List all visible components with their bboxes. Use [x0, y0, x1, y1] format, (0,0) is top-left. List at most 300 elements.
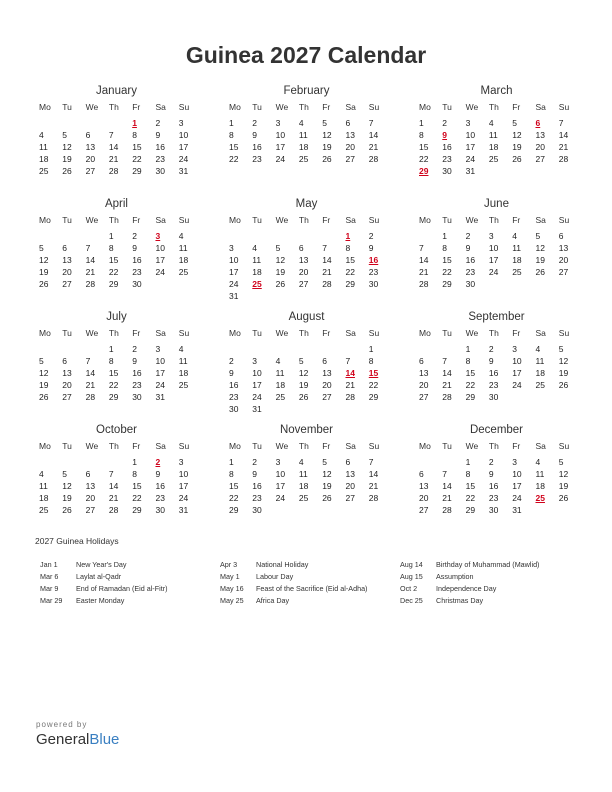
weekday-label: Fr — [322, 215, 331, 225]
empty-day-cell — [318, 504, 341, 516]
day-cell: 23 — [155, 154, 165, 164]
day-cell: 21 — [368, 481, 379, 491]
holiday-name: Labour Day — [256, 572, 294, 581]
holiday-day-cell: 9 — [442, 130, 448, 140]
day-cell: 5 — [512, 118, 517, 128]
day-cell: 13 — [298, 255, 309, 265]
weekday-label: Su — [368, 215, 380, 225]
day-cell: 10 — [178, 469, 189, 479]
day-cell: 4 — [178, 344, 184, 354]
day-cell: 24 — [512, 380, 522, 390]
day-cell: 22 — [229, 493, 239, 503]
day-cell: 2 — [132, 231, 137, 241]
day-cell: 14 — [108, 142, 119, 152]
day-cell: 17 — [488, 255, 499, 265]
holiday-date: Apr 3 — [220, 560, 238, 569]
week-row — [35, 266, 198, 278]
day-cell: 16 — [252, 142, 262, 152]
day-cell: 20 — [419, 380, 429, 390]
day-cell: 11 — [535, 356, 545, 366]
empty-day-cell — [272, 403, 295, 415]
empty-day-cell — [531, 391, 554, 403]
empty-day-cell — [341, 403, 364, 415]
day-cell: 28 — [558, 154, 569, 164]
day-cell: 16 — [465, 255, 476, 265]
empty-day-cell — [82, 230, 105, 242]
day-cell: 28 — [345, 392, 355, 402]
weekday-label: We — [275, 441, 289, 451]
day-cell: 5 — [62, 469, 68, 479]
day-cell: 14 — [419, 255, 429, 265]
day-cell: 16 — [488, 368, 499, 378]
week-row — [35, 343, 198, 355]
day-cell: 18 — [512, 255, 522, 265]
holiday-item — [220, 559, 400, 571]
day-cell: 15 — [229, 481, 239, 491]
holiday-date: Mar 29 — [40, 596, 63, 605]
day-cell: 17 — [178, 481, 189, 491]
week-row — [225, 129, 388, 141]
day-cell: 6 — [62, 356, 68, 366]
day-cell: 16 — [132, 255, 142, 265]
week-row — [225, 153, 388, 165]
day-cell: 8 — [368, 356, 374, 366]
day-cell: 26 — [322, 493, 332, 503]
day-cell: 2 — [155, 118, 161, 128]
day-cell: 25 — [39, 505, 49, 515]
day-cell: 20 — [85, 493, 96, 503]
week-row — [415, 456, 578, 468]
month-august — [225, 309, 388, 422]
empty-day-cell — [415, 456, 438, 468]
day-cell: 25 — [535, 380, 545, 390]
holidays-heading: 2027 Guinea Holidays — [35, 536, 119, 546]
month-name: January — [96, 85, 137, 97]
day-cell: 29 — [442, 279, 452, 289]
day-cell: 26 — [512, 154, 522, 164]
day-cell: 3 — [275, 118, 281, 128]
day-cell: 12 — [62, 481, 72, 491]
day-cell: 2 — [465, 231, 471, 241]
day-cell: 23 — [252, 493, 262, 503]
day-cell: 7 — [85, 243, 91, 253]
day-cell: 11 — [275, 368, 285, 378]
day-cell: 3 — [512, 344, 517, 354]
day-cell: 13 — [419, 481, 429, 491]
day-cell: 21 — [108, 154, 119, 164]
holiday-item — [220, 595, 400, 607]
weekday-header — [415, 440, 578, 452]
day-cell: 28 — [442, 392, 452, 402]
day-cell: 18 — [535, 368, 545, 378]
weekday-label: We — [465, 328, 479, 338]
day-cell: 9 — [488, 469, 494, 479]
day-cell: 5 — [322, 118, 327, 128]
holiday-day-cell: 25 — [535, 493, 545, 503]
day-cell: 16 — [488, 481, 499, 491]
weekday-label: Tu — [252, 215, 262, 225]
day-cell: 17 — [155, 255, 165, 265]
day-cell: 12 — [535, 243, 545, 253]
day-cell: 22 — [465, 380, 476, 390]
week-row — [35, 492, 198, 504]
empty-day-cell — [225, 343, 248, 355]
day-cell: 21 — [345, 380, 355, 390]
empty-day-cell — [531, 165, 554, 177]
day-cell: 8 — [345, 243, 351, 253]
weekday-label: Mo — [229, 328, 241, 338]
day-cell: 11 — [178, 356, 188, 366]
day-cell: 20 — [298, 267, 309, 277]
weekday-label: Su — [368, 328, 380, 338]
day-cell: 30 — [155, 505, 165, 515]
empty-day-cell — [35, 343, 58, 355]
empty-day-cell — [295, 403, 318, 415]
day-cell: 2 — [132, 344, 137, 354]
day-cell: 25 — [275, 392, 286, 402]
week-row — [415, 391, 578, 403]
day-cell: 12 — [275, 255, 286, 265]
day-cell: 23 — [488, 380, 499, 390]
day-cell: 21 — [368, 142, 379, 152]
day-cell: 4 — [178, 231, 184, 241]
day-cell: 6 — [345, 457, 351, 467]
weekday-label: Fr — [132, 102, 141, 112]
day-cell: 27 — [345, 154, 355, 164]
day-cell: 4 — [298, 118, 304, 128]
day-cell: 12 — [39, 255, 49, 265]
empty-day-cell — [248, 290, 271, 302]
day-cell: 13 — [322, 368, 332, 378]
day-cell: 5 — [39, 356, 44, 366]
day-cell: 26 — [39, 392, 49, 402]
empty-day-cell — [58, 117, 81, 129]
day-cell: 28 — [85, 392, 96, 402]
week-row — [35, 230, 198, 242]
day-cell: 16 — [442, 142, 452, 152]
day-cell: 29 — [465, 505, 476, 515]
empty-day-cell — [105, 456, 128, 468]
holiday-day-cell: 25 — [252, 279, 262, 289]
day-cell: 3 — [512, 457, 517, 467]
day-cell: 25 — [39, 166, 49, 176]
day-cell: 14 — [368, 469, 379, 479]
day-cell: 23 — [488, 493, 499, 503]
holidays-column — [400, 559, 580, 607]
weekday-label: Mo — [39, 215, 51, 225]
month-name: February — [283, 85, 330, 97]
empty-day-cell — [82, 343, 105, 355]
weekday-label: Su — [178, 215, 190, 225]
day-cell: 1 — [108, 231, 114, 241]
day-cell: 14 — [85, 255, 96, 265]
week-row — [225, 343, 388, 355]
weekday-label: Sa — [345, 441, 356, 451]
empty-day-cell — [318, 290, 341, 302]
day-cell: 7 — [368, 118, 374, 128]
empty-day-cell — [272, 343, 295, 355]
month-name: December — [469, 424, 524, 436]
day-cell: 14 — [368, 130, 379, 140]
weekday-label: Th — [108, 215, 119, 225]
weekday-label: We — [275, 328, 289, 338]
empty-day-cell — [82, 456, 105, 468]
day-cell: 26 — [62, 505, 72, 515]
holiday-item — [40, 595, 220, 607]
day-cell: 21 — [558, 142, 569, 152]
day-cell: 25 — [298, 493, 309, 503]
week-row — [225, 492, 388, 504]
day-cell: 11 — [252, 255, 262, 265]
empty-day-cell — [175, 391, 198, 403]
day-cell: 20 — [345, 142, 355, 152]
weekday-header — [35, 214, 198, 226]
weekday-label: Th — [298, 215, 309, 225]
month-january — [35, 83, 198, 196]
holiday-date: May 16 — [220, 584, 244, 593]
holiday-date: Aug 14 — [400, 560, 423, 569]
month-may — [225, 196, 388, 309]
weekday-label: We — [85, 328, 99, 338]
day-cell: 19 — [322, 481, 332, 491]
week-row — [225, 403, 388, 415]
week-row — [35, 480, 198, 492]
day-cell: 22 — [108, 267, 119, 277]
day-cell: 26 — [39, 279, 49, 289]
day-cell: 14 — [442, 368, 452, 378]
day-cell: 17 — [275, 481, 286, 491]
day-cell: 8 — [465, 356, 471, 366]
week-row — [35, 355, 198, 367]
day-cell: 18 — [488, 142, 499, 152]
day-cell: 11 — [178, 243, 188, 253]
day-cell: 9 — [252, 130, 258, 140]
day-cell: 2 — [252, 457, 258, 467]
day-cell: 1 — [465, 344, 471, 354]
day-cell: 27 — [85, 166, 96, 176]
day-cell: 26 — [62, 166, 72, 176]
day-cell: 13 — [345, 130, 355, 140]
weekday-label: We — [85, 215, 99, 225]
day-cell: 12 — [512, 130, 522, 140]
week-row — [35, 165, 198, 177]
day-cell: 22 — [108, 380, 119, 390]
day-cell: 10 — [252, 368, 262, 378]
week-row — [415, 379, 578, 391]
holiday-item — [220, 583, 400, 595]
day-cell: 27 — [298, 279, 309, 289]
empty-day-cell — [272, 504, 295, 516]
day-cell: 30 — [488, 505, 499, 515]
month-name: March — [480, 85, 513, 97]
holiday-date: May 1 — [220, 572, 240, 581]
day-cell: 24 — [178, 154, 189, 164]
day-cell: 8 — [442, 243, 448, 253]
day-cell: 17 — [229, 267, 239, 277]
day-cell: 11 — [298, 130, 308, 140]
month-name: August — [288, 311, 325, 323]
day-cell: 27 — [558, 267, 569, 277]
day-cell: 8 — [229, 130, 234, 140]
week-row — [225, 355, 388, 367]
holiday-name: Birthday of Muhammad (Mawlid) — [436, 560, 540, 569]
day-cell: 8 — [108, 356, 114, 366]
day-cell: 23 — [132, 267, 142, 277]
day-cell: 21 — [442, 493, 452, 503]
weekday-header — [225, 214, 388, 226]
day-cell: 3 — [178, 457, 184, 467]
day-cell: 10 — [178, 130, 189, 140]
day-cell: 15 — [229, 142, 239, 152]
empty-day-cell — [555, 391, 578, 403]
day-cell: 11 — [535, 469, 545, 479]
week-row — [35, 117, 198, 129]
weekday-label: Mo — [419, 215, 431, 225]
empty-day-cell — [272, 230, 295, 242]
day-cell: 19 — [322, 142, 332, 152]
empty-day-cell — [485, 278, 508, 290]
day-cell: 12 — [298, 368, 309, 378]
day-cell: 15 — [132, 142, 142, 152]
holiday-date: Mar 6 — [40, 572, 59, 581]
holiday-day-cell: 6 — [535, 118, 541, 128]
day-cell: 22 — [345, 267, 355, 277]
day-cell: 8 — [465, 469, 471, 479]
week-row — [415, 355, 578, 367]
holiday-date: Aug 15 — [400, 572, 423, 581]
month-name: June — [484, 198, 509, 210]
day-cell: 9 — [155, 130, 161, 140]
generalblue-logo[interactable] — [36, 731, 119, 748]
weekday-header — [225, 440, 388, 452]
day-cell: 19 — [62, 493, 72, 503]
weekday-label: Sa — [535, 328, 546, 338]
week-row — [225, 456, 388, 468]
weekday-label: Sa — [345, 215, 356, 225]
weekday-label: Tu — [442, 215, 452, 225]
day-cell: 22 — [465, 493, 476, 503]
holiday-item — [40, 571, 220, 583]
weekday-label: Su — [558, 441, 570, 451]
empty-day-cell — [365, 403, 388, 415]
day-cell: 15 — [345, 255, 355, 265]
day-cell: 19 — [558, 481, 569, 491]
day-cell: 7 — [419, 243, 424, 253]
day-cell: 11 — [488, 130, 498, 140]
day-cell: 23 — [252, 154, 262, 164]
weekday-label: Th — [488, 102, 499, 112]
holidays-column — [40, 559, 220, 607]
day-cell: 1 — [132, 457, 137, 467]
day-cell: 29 — [132, 166, 142, 176]
week-row — [35, 367, 198, 379]
day-cell: 9 — [252, 469, 258, 479]
week-row — [225, 480, 388, 492]
weekday-label: Fr — [132, 328, 141, 338]
holiday-item — [400, 571, 580, 583]
day-cell: 20 — [535, 142, 545, 152]
day-cell: 6 — [322, 356, 327, 366]
day-cell: 2 — [229, 356, 234, 366]
day-cell: 21 — [85, 380, 96, 390]
day-cell: 3 — [465, 118, 471, 128]
day-cell: 24 — [155, 267, 165, 277]
holiday-name: New Year's Day — [76, 560, 127, 569]
empty-day-cell — [531, 278, 554, 290]
day-cell: 7 — [558, 118, 564, 128]
day-cell: 6 — [419, 356, 424, 366]
empty-day-cell — [35, 456, 58, 468]
day-cell: 31 — [512, 505, 522, 515]
day-cell: 10 — [512, 356, 522, 366]
day-cell: 25 — [512, 267, 522, 277]
day-cell: 4 — [535, 344, 541, 354]
empty-day-cell — [318, 230, 341, 242]
month-june — [415, 196, 578, 309]
day-cell: 4 — [252, 243, 258, 253]
weekday-label: Mo — [39, 441, 51, 451]
weekday-label: Sa — [155, 328, 166, 338]
weekday-label: Th — [108, 328, 119, 338]
day-cell: 7 — [442, 356, 448, 366]
empty-day-cell — [35, 117, 58, 129]
holiday-name: Independence Day — [436, 584, 497, 593]
day-cell: 17 — [512, 368, 522, 378]
empty-day-cell — [295, 230, 318, 242]
weekday-label: Tu — [252, 441, 262, 451]
day-cell: 17 — [275, 142, 286, 152]
day-cell: 28 — [108, 505, 119, 515]
day-cell: 7 — [442, 469, 448, 479]
day-cell: 5 — [558, 457, 564, 467]
week-row — [415, 480, 578, 492]
day-cell: 9 — [132, 243, 137, 253]
week-row — [415, 165, 578, 177]
weekday-label: Fr — [322, 328, 331, 338]
day-cell: 31 — [252, 404, 262, 414]
day-cell: 5 — [558, 344, 564, 354]
day-cell: 31 — [155, 392, 165, 402]
day-cell: 15 — [108, 255, 119, 265]
day-cell: 30 — [252, 505, 262, 515]
day-cell: 29 — [465, 392, 476, 402]
page-title: Guinea 2027 Calendar — [185, 42, 427, 68]
day-cell: 25 — [178, 380, 189, 390]
week-row — [225, 379, 388, 391]
day-cell: 2 — [488, 344, 494, 354]
day-cell: 13 — [85, 481, 96, 491]
week-row — [415, 343, 578, 355]
day-cell: 24 — [512, 493, 522, 503]
week-row — [35, 129, 198, 141]
day-cell: 19 — [39, 380, 49, 390]
day-cell: 3 — [488, 231, 494, 241]
weekday-label: We — [275, 215, 289, 225]
day-cell: 13 — [345, 469, 355, 479]
week-row — [225, 242, 388, 254]
day-cell: 28 — [442, 505, 452, 515]
day-cell: 26 — [275, 279, 286, 289]
week-row — [35, 254, 198, 266]
weekday-label: Sa — [535, 441, 546, 451]
day-cell: 16 — [155, 142, 165, 152]
day-cell: 30 — [368, 279, 379, 289]
weekday-label: Tu — [62, 215, 72, 225]
weekday-label: We — [465, 215, 479, 225]
empty-day-cell — [365, 290, 388, 302]
week-row — [225, 290, 388, 302]
week-row — [415, 254, 578, 266]
